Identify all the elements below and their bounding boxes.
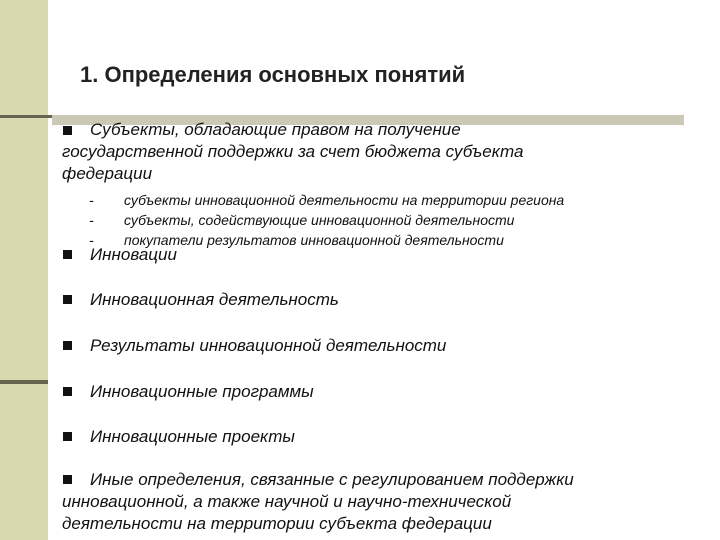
bullet-other-definitions-line2: инновационной, а также научной и научно-технической xyxy=(62,492,512,511)
dash-marker: - xyxy=(89,192,94,208)
bullet-subjects-line1: Субъекты, обладающие правом на получение xyxy=(90,120,461,139)
bullet-innovation-projects: Инновационные проекты xyxy=(90,427,295,446)
bullet-other-definitions-line1: Иные определения, связанные с регулированием поддержки xyxy=(90,470,574,489)
side-divider xyxy=(0,380,48,384)
bullet-innovation-programs: Инновационные программы xyxy=(90,382,314,401)
bullet-square-icon xyxy=(63,250,72,259)
bullet-innovative-activity: Инновационная деятельность xyxy=(90,290,339,309)
side-band xyxy=(0,0,48,540)
bullet-square-icon xyxy=(63,341,72,350)
dash-marker: - xyxy=(89,232,94,248)
sub-item-text: покупатели результатов инновационной деятельности xyxy=(124,232,504,248)
bullet-subjects-line3: федерации xyxy=(62,164,153,183)
bullet-square-icon xyxy=(63,432,72,441)
bullet-innovation-results: Результаты инновационной деятельности xyxy=(90,336,447,355)
slide-title: 1. Определения основных понятий xyxy=(80,62,466,87)
bullet-square-icon xyxy=(63,475,72,484)
dash-marker: - xyxy=(89,212,94,228)
title-underline-edge xyxy=(0,115,52,118)
bullet-subjects-line2: государственной поддержки за счет бюджета субъекта xyxy=(62,142,524,161)
bullet-square-icon xyxy=(63,295,72,304)
sub-item-text: субъекты инновационной деятельности на территории региона xyxy=(124,192,565,208)
bullet-other-definitions-line3: деятельности на территории субъекта федерации xyxy=(62,514,492,533)
sub-item-text: субъекты, содействующие инновационной деятельности xyxy=(124,212,515,228)
bullet-square-icon xyxy=(63,126,72,135)
bullet-square-icon xyxy=(63,387,72,396)
bullet-innovations: Инновации xyxy=(90,245,177,264)
